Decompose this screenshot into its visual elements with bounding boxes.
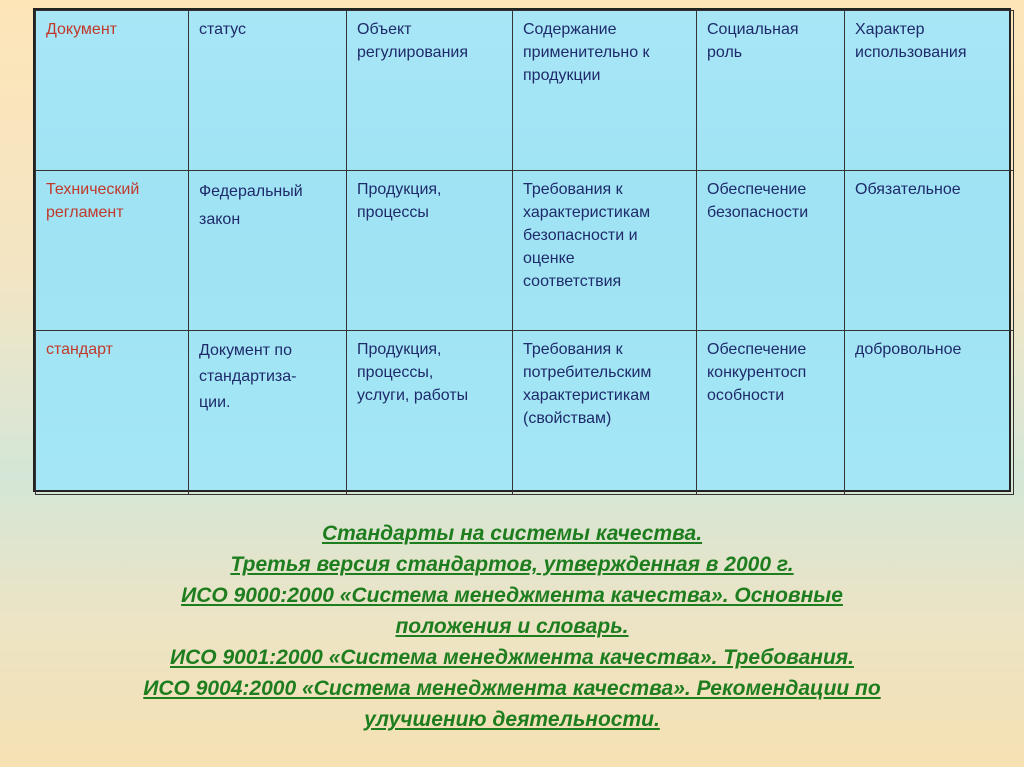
table-cell: добровольное [845,331,1014,495]
table-cell: Обеспечение безопасности [697,171,845,331]
header-cell: Объект регулирования [347,11,513,171]
table-cell: Документ по стандартиза- ции. [189,331,347,495]
header-cell: статус [189,11,347,171]
standards-caption [40,518,984,735]
comparison-table [33,8,1011,492]
caption-line: Стандарты на системы качества. [321,522,703,545]
table-cell: стандарт [36,331,189,495]
table-cell: Федеральный закон [189,171,347,331]
table-cell: Требования к характеристикам безопасности и оценке соответствия [513,171,697,331]
table-cell: Обязательное [845,171,1014,331]
header-cell: Содержание применительно к продукции [513,11,697,171]
caption-line: улучшению деятельности. [364,708,660,731]
header-cell: Характер использования [845,11,1014,171]
table-header-row [36,11,1014,171]
caption-line: ИСО 9000:2000 «Система менеджмента качества». Основные [181,584,843,607]
table-row [36,331,1014,495]
table-row [36,171,1014,331]
table-cell: Продукция, процессы [347,171,513,331]
caption-line: ИСО 9001:2000 «Система менеджмента качества». Требования. [170,646,854,669]
table-grid [35,10,1014,495]
table-cell: Продукция, процессы, услуги, работы [347,331,513,495]
caption-line: положения и словарь. [395,615,629,638]
header-cell: Социальная роль [697,11,845,171]
header-cell: Документ [36,11,189,171]
caption-line: ИСО 9004:2000 «Система менеджмента качества». Рекомендации по [143,677,881,700]
caption-line: Третья версия стандартов, утвержденная в 2000 г. [230,553,794,576]
table-cell: Технический регламент [36,171,189,331]
table-cell: Требования к потребительским характеристикам (свойствам) [513,331,697,495]
table-cell: Обеспечение конкурентосп особности [697,331,845,495]
